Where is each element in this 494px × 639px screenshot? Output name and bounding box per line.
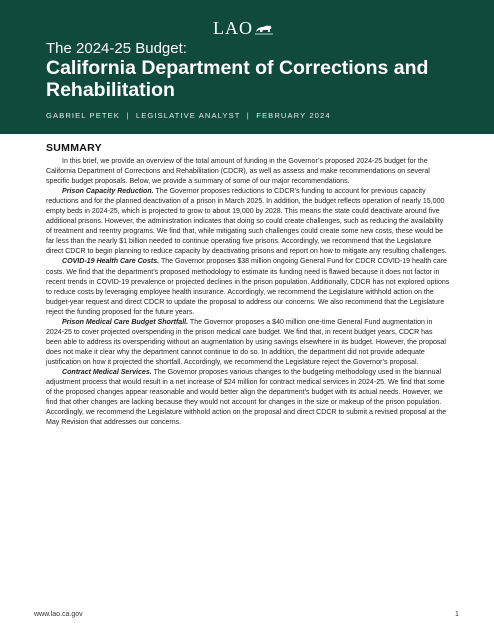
publication-date: FEBRUARY 2024 xyxy=(256,111,331,120)
section-prison-capacity xyxy=(46,187,450,257)
section-text: The Governor proposes $38 million ongoing General Fund for CDCR COVID-19 health care costs. We find that the department’s proposed methodology to estimate its funding need is flawed because it does not factor in recent trends in COVID-19 prevalence or projected declines in the prison population. Additionally, CDCR has not explored options to reduce costs by leveraging employee health insurance. Accordingly, we recommend the Legislature withhold action on the budget-year request and direct CDCR to update the proposal to address our concerns. We also recommend that the Legislature reject the funding proposed for the future years. xyxy=(46,258,450,316)
section-text: The Governor proposes reductions to CDCR’s funding to account for previous capacity reductions and for the planned deactivation of a prison in March 2025. In addition, the budget reflects operation of nearly 15,000 empty beds in 2024-25, which is projected to grow to about 19,000 by 2028. This means the state could deactivate around five additional prisons. However, the administration indicates that doing so could create challenges, such as reducing the availability of treatment and reentry programs. We find that, while mitigating such challenges could create some new costs, these would be far less than the nearly $1 billion needed to continue operating five prisons. Accordingly, we recommend that the Legislature direct CDCR to begin planning to reduce capacity by deactivating prisons and report on how to mitigate any resulting challenges. xyxy=(46,188,447,256)
brief-subtitle: The 2024-25 Budget: xyxy=(46,40,187,57)
section-title: COVID-19 Health Care Costs. xyxy=(62,258,160,266)
summary-heading: SUMMARY xyxy=(46,142,102,154)
page-number: 1 xyxy=(455,611,459,618)
section-medical-shortfall xyxy=(46,318,450,368)
bear-icon xyxy=(255,23,273,35)
section-title: Contract Medical Services. xyxy=(62,368,152,376)
page-title: California Department of Corrections and Rehabilitation xyxy=(46,57,429,101)
byline xyxy=(46,111,331,120)
author-name: GABRIEL PETEK xyxy=(46,111,120,120)
byline-separator: | xyxy=(246,111,250,120)
header-banner xyxy=(0,0,494,134)
lao-logo xyxy=(213,18,273,39)
section-contract-medical xyxy=(46,368,450,428)
byline-separator: | xyxy=(126,111,130,120)
logo-text: LAO xyxy=(213,18,253,38)
footer-website-link[interactable]: www.lao.ca.gov xyxy=(34,611,83,618)
section-text: The Governor proposes a $40 million one-time General Fund augmentation in 2024-25 to cover projected overspending in the prison medical care budget. We find that, in recent budget years, CDCR has been able to address its overspending without an augmentation by using savings elsewhere in its budget. However, the proposal does not make it clear why the department cannot continue to do so. In addition, the department did not provide adequate justification on how it projected the shortfall. Accordingly, we recommend the Legislature reject the Governor’s proposal. xyxy=(46,318,446,366)
section-covid-costs xyxy=(46,257,450,317)
section-title: Prison Capacity Reduction. xyxy=(62,188,154,196)
summary-body xyxy=(46,157,450,428)
section-title: Prison Medical Care Budget Shortfall. xyxy=(62,318,189,326)
summary-intro: In this brief, we provide an overview of the total amount of funding in the Governor’s proposed 2024-25 budget for the California Department of Corrections and Rehabilitation (CDCR), as well as assess and make recommendations on several specific budget proposals. Below, we provide a summary of some of our major recommendations. xyxy=(46,158,430,186)
section-text: The Governor proposes various changes to the budgeting methodology used in the biannual adjustment process that would result in a net increase of $24 million for contract medical services in 2024-25. We find that some of the proposed changes appear reasonable and would better align the department’s budget with its actual needs. However, we find that other changes are lacking because they would not account for changes in the size or makeup of the prison population. Accordingly, we recommend the Legislature withhold action on the proposal and direct CDCR to submit a revised proposal at the May Revision that addresses our concerns. xyxy=(46,368,447,427)
author-role: LEGISLATIVE ANALYST xyxy=(135,111,241,120)
